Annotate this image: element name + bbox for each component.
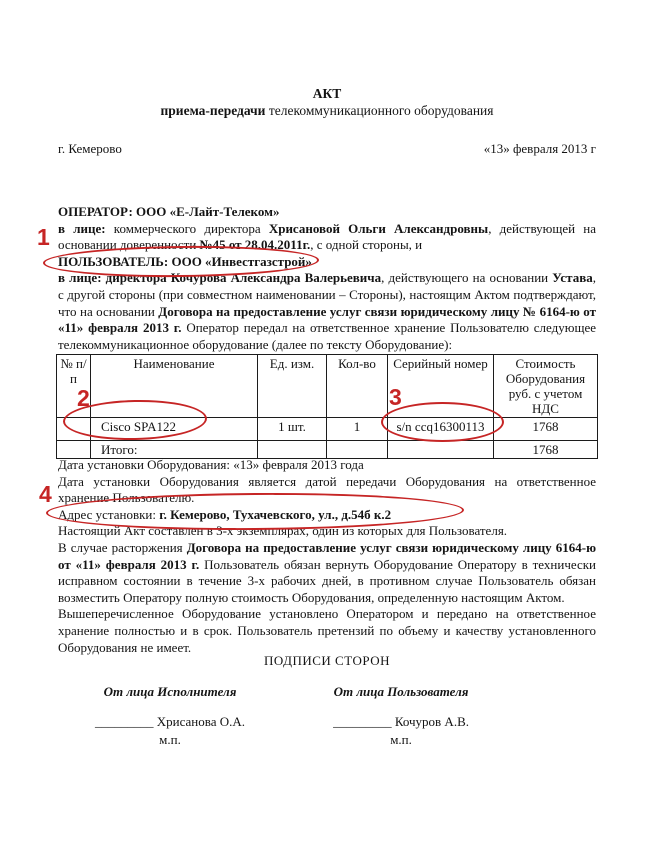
equipment-table: [56, 354, 598, 459]
cell-num: [57, 418, 91, 441]
parties-section: [58, 204, 596, 353]
text-run: Устава: [552, 270, 593, 286]
install-address-line: [58, 507, 596, 524]
text-run: коммерческого директора: [105, 220, 269, 236]
annotation-marker-2: 2: [77, 385, 90, 411]
text-run: , с одной стороны, и: [310, 237, 423, 253]
address-label: Адрес установки:: [58, 506, 160, 522]
subtitle-bold-part: приема-передачи: [160, 103, 266, 118]
left-role-label: От лица Исполнителя: [103, 684, 237, 699]
total-label: Итого:: [91, 441, 258, 459]
install-date-line: Дата установки Оборудования: «13» февраля 2013 года: [58, 457, 364, 472]
cell-unit: 1 шт.: [258, 418, 327, 441]
col-header-name: Наименование: [91, 355, 258, 418]
right-signature-line: _________ Кочуров А.В.: [333, 714, 469, 729]
signatures-section: [0, 653, 654, 748]
no-claims-paragraph: Вышеперечисленное Оборудование установлено Оператором и передано на ответственное хранение полностью и в срок. Пользователь претензий по объему и качеству установленного Оборудования не имеет.: [58, 606, 596, 655]
table-total-row: [57, 441, 598, 459]
table-row: [57, 418, 598, 441]
document-title: АКТ: [312, 86, 342, 101]
copies-line: Настоящий Акт составлен в 3-х экземплярах, один из которых для Пользователя.: [58, 523, 508, 539]
cell-cost: 1768: [494, 418, 598, 441]
signatures-heading: ПОДПИСИ СТОРОН: [263, 653, 391, 668]
annotation-marker-4: 4: [39, 481, 52, 507]
document-date: «13» февраля 2013 г: [483, 141, 596, 156]
subtitle-rest-part: телекоммуникационного оборудования: [265, 103, 494, 118]
right-seal-label: м.п.: [390, 732, 412, 747]
signature-right-column: [333, 684, 469, 748]
text-run: Оператор передал на ответственное хранение Пользователю следующее телекоммуникационное оборудование (далее по тексту Оборудование):: [58, 320, 596, 352]
text-run: В случае расторжения: [58, 539, 187, 555]
document-title-block: [0, 85, 654, 119]
text-run: в лице: директора Кочурова Александра Валерьевича: [58, 270, 382, 286]
cell-empty: [388, 441, 494, 459]
transfer-note-paragraph: Дата установки Оборудования является датой передачи Оборудования на ответственное хранение Пользователю.: [58, 473, 596, 506]
user-representative-paragraph: [58, 270, 596, 353]
city-date-line: [58, 141, 596, 157]
cell-name: Cisco SPA122: [91, 418, 258, 441]
terms-section: [58, 457, 596, 656]
col-header-cost: Стоимость Оборудования руб. с учетом НДС: [494, 355, 598, 418]
left-signature-line: _________ Хрисанова О.А.: [95, 714, 246, 729]
text-run: №45 от 28.04.2011г.: [199, 237, 311, 253]
signature-left-column: [95, 684, 245, 748]
annotation-marker-1: 1: [37, 224, 50, 250]
text-run: , действующей на основании доверенности: [58, 220, 597, 253]
cell-qty: 1: [327, 418, 388, 441]
left-seal-label: м.п.: [159, 732, 181, 747]
annotation-marker-3: 3: [389, 384, 402, 410]
text-run: , с другой стороны (при совместном наименовании – Стороны), настоящим Актом подтверждают, что на основании: [58, 270, 596, 319]
operator-representative-paragraph: [58, 221, 596, 254]
text-run: , действующего на основании: [381, 270, 553, 286]
document-subtitle: [0, 102, 654, 119]
col-header-serial: Серийный номер: [388, 355, 494, 418]
cell-empty: [57, 441, 91, 459]
termination-paragraph: [58, 540, 596, 606]
text-run: в лице:: [58, 220, 106, 236]
right-role-label: От лица Пользователя: [333, 684, 469, 699]
cell-serial: s/n ccq16300113: [388, 418, 494, 441]
cell-empty: [258, 441, 327, 459]
table-header-row: [57, 355, 598, 418]
text-run: Договора на предоставление услуг связи юридическому лицу № 6164-ю от «11» февраля 2013 г.: [58, 303, 597, 336]
col-header-unit: Ед. изм.: [258, 355, 327, 418]
text-run: Договора на предоставление услуг связи юридическому лицу 6164-ю от «11» февраля 2013 г.: [58, 539, 597, 572]
col-header-num: № п/п: [57, 355, 91, 418]
col-header-qty: Кол-во: [327, 355, 388, 418]
text-run: Пользователь обязан вернуть Оборудование Оператору в технически исправном состоянии в течение 3-х рабочих дней, в противном случае Пользователь обязан возместить Оператору полную стоимость Оборудования, определенную настоящим Актом.: [58, 556, 596, 605]
city-label: г. Кемерово: [58, 141, 122, 156]
signatures-row: [95, 684, 469, 748]
address-value: г. Кемерово, Тухачевского, ул., д.54б к.2: [159, 506, 392, 522]
user-line: ПОЛЬЗОВАТЕЛЬ: ООО «Инвестгазстрой»: [58, 253, 312, 269]
total-value: 1768: [494, 441, 598, 459]
cell-empty: [327, 441, 388, 459]
text-run: Хрисановой Ольги Александровны: [268, 220, 489, 236]
operator-line: ОПЕРАТОР: ООО «Е-Лайт-Телеком»: [58, 204, 280, 219]
